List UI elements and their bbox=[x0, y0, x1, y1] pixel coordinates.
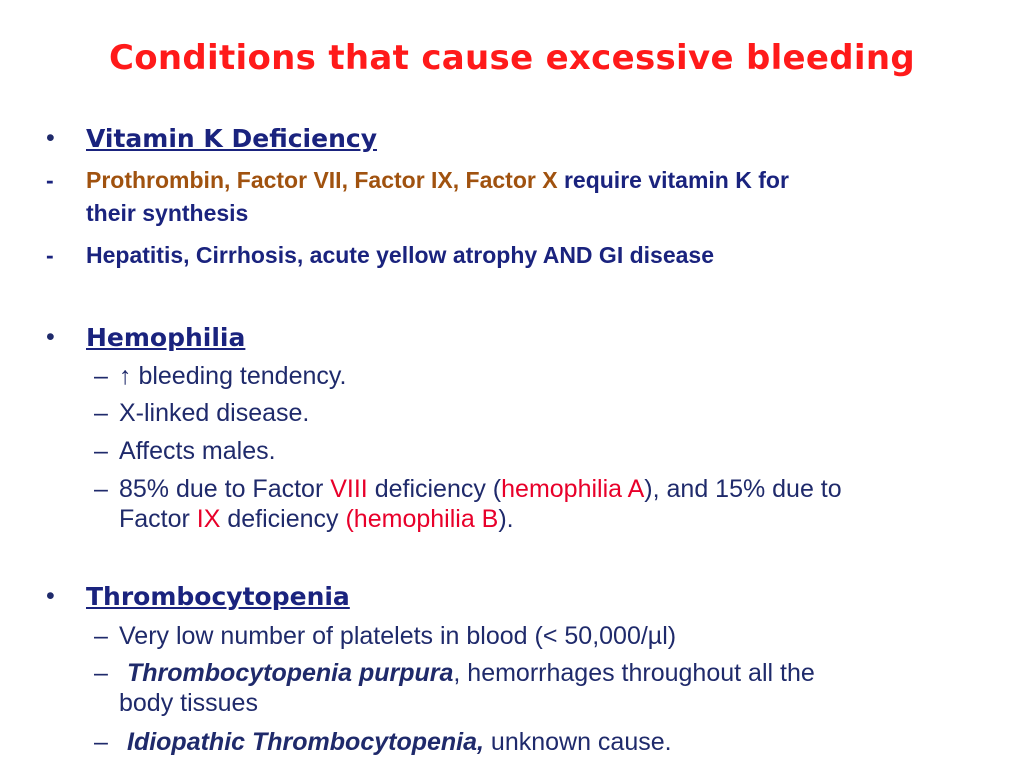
dash-hemo-3: – bbox=[94, 437, 108, 465]
hemo-item-3: Affects males. bbox=[119, 437, 276, 465]
slide-title: Conditions that cause excessive bleeding bbox=[108, 38, 916, 78]
hemophilia-b: (hemophilia B bbox=[345, 505, 499, 533]
bullet-thrombocytopenia: • bbox=[46, 582, 55, 610]
hemo-item-4-cont bbox=[119, 505, 514, 534]
hemo-item-4-text: Factor bbox=[119, 505, 197, 533]
heading-hemophilia: Hemophilia bbox=[86, 323, 246, 352]
bullet-vitamin-k: • bbox=[46, 124, 55, 152]
hemo-item-4-text: deficiency ( bbox=[367, 475, 502, 503]
heading-vitamin-k: Vitamin K Deficiency bbox=[86, 124, 377, 153]
dash-hemo-4: – bbox=[94, 475, 108, 503]
hemo-item-4-text: ), and 15% due to bbox=[644, 475, 842, 503]
heading-thrombocytopenia: Thrombocytopenia bbox=[86, 582, 350, 611]
dash-hemo-1: – bbox=[94, 362, 108, 390]
factor-ix: IX bbox=[196, 505, 221, 533]
dash-hemo-2: – bbox=[94, 399, 108, 427]
vitk-item-1 bbox=[86, 167, 789, 194]
vitk-item-2: Hepatitis, Cirrhosis, acute yellow atrophy AND GI disease bbox=[86, 242, 714, 268]
hemophilia-a: hemophilia A bbox=[501, 475, 645, 503]
thrombo-item-1: Very low number of platelets in blood (< 50,000/µl) bbox=[119, 622, 677, 650]
dash-thrombo-2: – bbox=[94, 659, 108, 687]
thrombocytopenia-purpura: Thrombocytopenia purpura bbox=[127, 659, 454, 687]
vitk-item-1-rest: require vitamin K for bbox=[557, 167, 789, 193]
bullet-hemophilia: • bbox=[46, 323, 55, 351]
thrombo-item-3-text: unknown cause. bbox=[483, 728, 672, 756]
factor-viii: VIII bbox=[330, 475, 368, 503]
hemo-item-4-text: ). bbox=[498, 505, 514, 533]
idiopathic-thrombocytopenia: Idiopathic Thrombocytopenia, bbox=[127, 728, 484, 756]
hemo-item-1: ↑ bleeding tendency. bbox=[119, 362, 347, 390]
dash-thrombo-1: – bbox=[94, 622, 108, 650]
thrombo-item-3 bbox=[127, 728, 672, 757]
thrombo-item-2 bbox=[127, 659, 815, 688]
hemo-item-4-text: 85% due to Factor bbox=[119, 475, 331, 503]
hemo-item-2: X-linked disease. bbox=[119, 399, 310, 427]
dash-vitk-2: - bbox=[46, 242, 54, 268]
vitk-item-1-cont: their synthesis bbox=[86, 200, 249, 226]
dash-thrombo-3: – bbox=[94, 728, 108, 756]
vitk-factors: Prothrombin, Factor VII, Factor IX, Factor X bbox=[86, 167, 558, 193]
thrombo-item-2-text: , hemorrhages throughout all the bbox=[453, 659, 815, 687]
hemo-item-4-text: deficiency bbox=[220, 505, 346, 533]
dash-vitk-1: - bbox=[46, 167, 54, 193]
thrombo-item-2-cont: body tissues bbox=[119, 689, 258, 717]
hemo-item-4 bbox=[119, 475, 842, 504]
